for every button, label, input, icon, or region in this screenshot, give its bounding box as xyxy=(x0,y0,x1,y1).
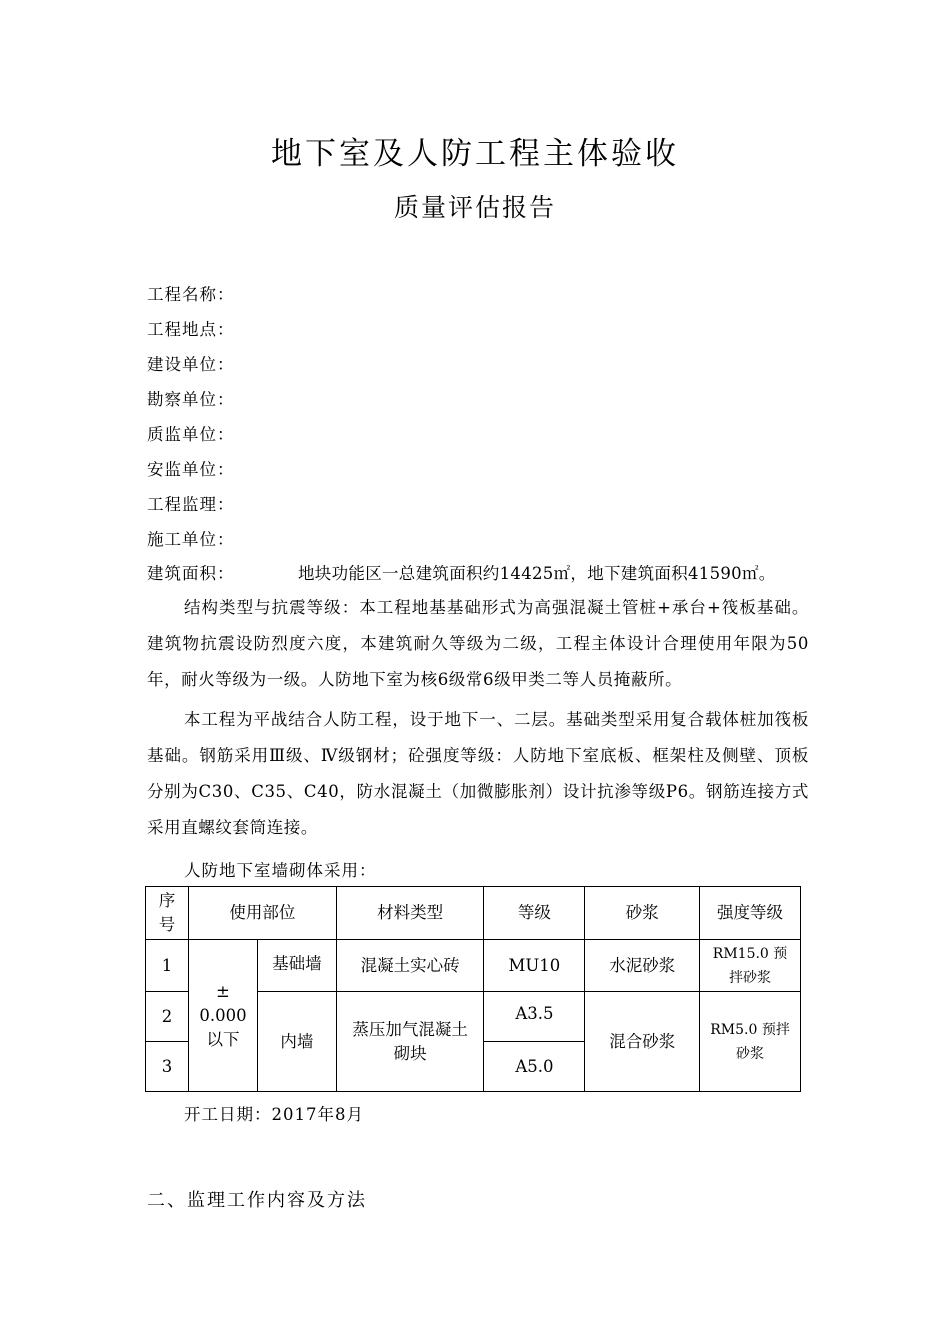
cell-part: 内墙 xyxy=(257,992,336,1092)
field-supervision: 工程监理： xyxy=(147,495,235,514)
field-survey-unit: 勘察单位： xyxy=(147,390,235,409)
field-project-name: 工程名称： xyxy=(147,285,235,304)
cell-strength: RM5.0 预拌砂浆 xyxy=(700,992,801,1092)
cell-seq: 3 xyxy=(146,1042,189,1092)
header-grade: 等级 xyxy=(484,887,585,940)
cell-seq: 2 xyxy=(146,992,189,1042)
cell-strength: RM15.0 预拌砂浆 xyxy=(700,940,801,992)
document-subtitle: 质量评估报告 xyxy=(393,193,556,222)
section-heading: 二、监理工作内容及方法 xyxy=(147,1190,367,1211)
header-seq: 序号 xyxy=(146,887,189,940)
elevation-value: 0.000 xyxy=(199,1005,247,1025)
cell-material: 混凝土实心砖 xyxy=(336,940,484,992)
cell-grade: A5.0 xyxy=(484,1042,585,1092)
paragraph-civil-defense: 本工程为平战结合人防工程，设于地下一、二层。基础类型采用复合载体桩加筏板基础。钢筋采用Ⅲ级、Ⅳ级钢材；砼强度等级：人防地下室底板、框架柱及侧壁、顶板分别为C30、C35、C40，防水混凝土（加微膨胀剂）设计抗渗等级P6。钢筋连接方式采用直螺纹套筒连接。 xyxy=(147,710,809,837)
paragraph-structure: 结构类型与抗震等级：本工程地基基础形式为高强混凝土管桩+承台+筏板基础。建筑物抗震设防烈度六度，本建筑耐久等级为二级，工程主体设计合理使用年限为50年，耐火等级为一级。人防地下室为核6级常6级甲类二等人员掩蔽所。 xyxy=(147,598,809,689)
field-quality-supervision: 质监单位： xyxy=(147,425,235,444)
cell-seq: 1 xyxy=(146,940,189,992)
header-strength: 强度等级 xyxy=(700,887,801,940)
elevation-below: 以下 xyxy=(206,1029,240,1049)
table-row xyxy=(146,940,801,992)
masonry-table xyxy=(145,886,801,1092)
cell-elevation xyxy=(188,940,257,1092)
elevation-sign: ± xyxy=(216,981,230,1001)
field-client: 建设单位： xyxy=(147,355,235,374)
field-project-location: 工程地点： xyxy=(147,320,235,339)
field-contractor: 施工单位： xyxy=(147,530,235,549)
cell-grade: A3.5 xyxy=(484,992,585,1042)
cell-mortar: 水泥砂浆 xyxy=(585,940,700,992)
header-mortar: 砂浆 xyxy=(585,887,700,940)
document-title: 地下室及人防工程主体验收 xyxy=(271,136,679,172)
table-header-row xyxy=(146,887,801,940)
field-safety-supervision: 安监单位： xyxy=(147,460,235,479)
field-building-area-value: 地块功能区一总建筑面积约14425㎡，地下建筑面积41590㎡。 xyxy=(298,564,776,583)
paragraph-masonry-intro: 人防地下室墙砌体采用： xyxy=(184,861,377,880)
header-material: 材料类型 xyxy=(336,887,484,940)
cell-material: 蒸压加气混凝土砌块 xyxy=(336,992,484,1092)
field-building-area-label: 建筑面积： xyxy=(147,564,235,583)
start-date: 开工日期：2017年8月 xyxy=(184,1105,364,1124)
cell-mortar: 混合砂浆 xyxy=(585,992,700,1092)
cell-part: 基础墙 xyxy=(257,940,336,992)
header-part: 使用部位 xyxy=(188,887,336,940)
cell-grade: MU10 xyxy=(484,940,585,992)
